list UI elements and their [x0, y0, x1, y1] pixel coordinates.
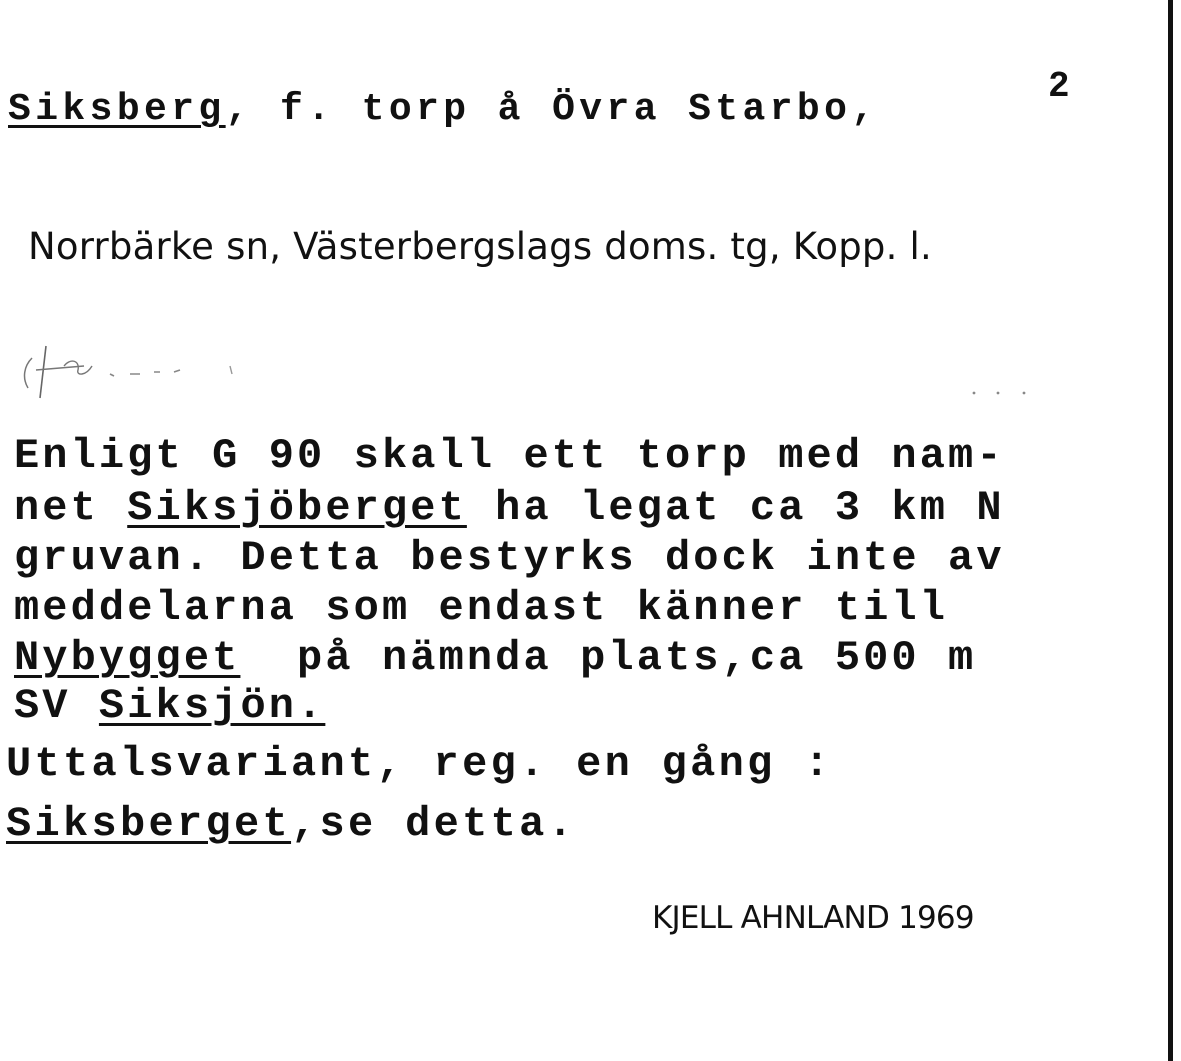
handwritten-scribble — [14, 336, 254, 416]
entry-heading-rest: , f. torp å Övra Starbo, — [225, 88, 879, 131]
body-line: Enligt G 90 skall ett torp med nam- — [14, 432, 1005, 480]
name-reference: Siksberget — [6, 800, 292, 848]
name-reference: Siksjöberget — [127, 484, 467, 532]
body-line — [14, 484, 1005, 532]
signature: KJELL AHNLAND 1969 — [652, 900, 974, 936]
body-line — [14, 634, 976, 682]
name-reference: Siksjön. — [98, 682, 326, 730]
faint-dots — [968, 388, 1038, 398]
page-number: 2 — [1048, 66, 1070, 107]
body-text: på nämnda plats,ca 500 m — [240, 634, 977, 682]
body-line — [14, 682, 325, 730]
body-line: gruvan. Detta bestyrks dock inte av — [14, 534, 1005, 582]
name-reference: Nybygget — [14, 634, 241, 682]
body-text: SV — [14, 682, 99, 730]
variant-line — [6, 800, 576, 848]
entry-name: Siksberg — [8, 88, 226, 131]
card-edge-line — [1168, 0, 1173, 1061]
body-line: meddelarna som endast känner till — [14, 584, 949, 632]
body-text: net — [14, 484, 128, 532]
variant-line: Uttalsvariant, reg. en gång : — [6, 740, 833, 788]
body-text: ha legat ca 3 km N — [466, 484, 1005, 532]
body-text: ,se detta. — [291, 800, 577, 848]
entry-heading — [8, 88, 879, 131]
parish-line: Norrbärke sn, Västerbergslags doms. tg, Kopp. l. — [28, 225, 932, 268]
